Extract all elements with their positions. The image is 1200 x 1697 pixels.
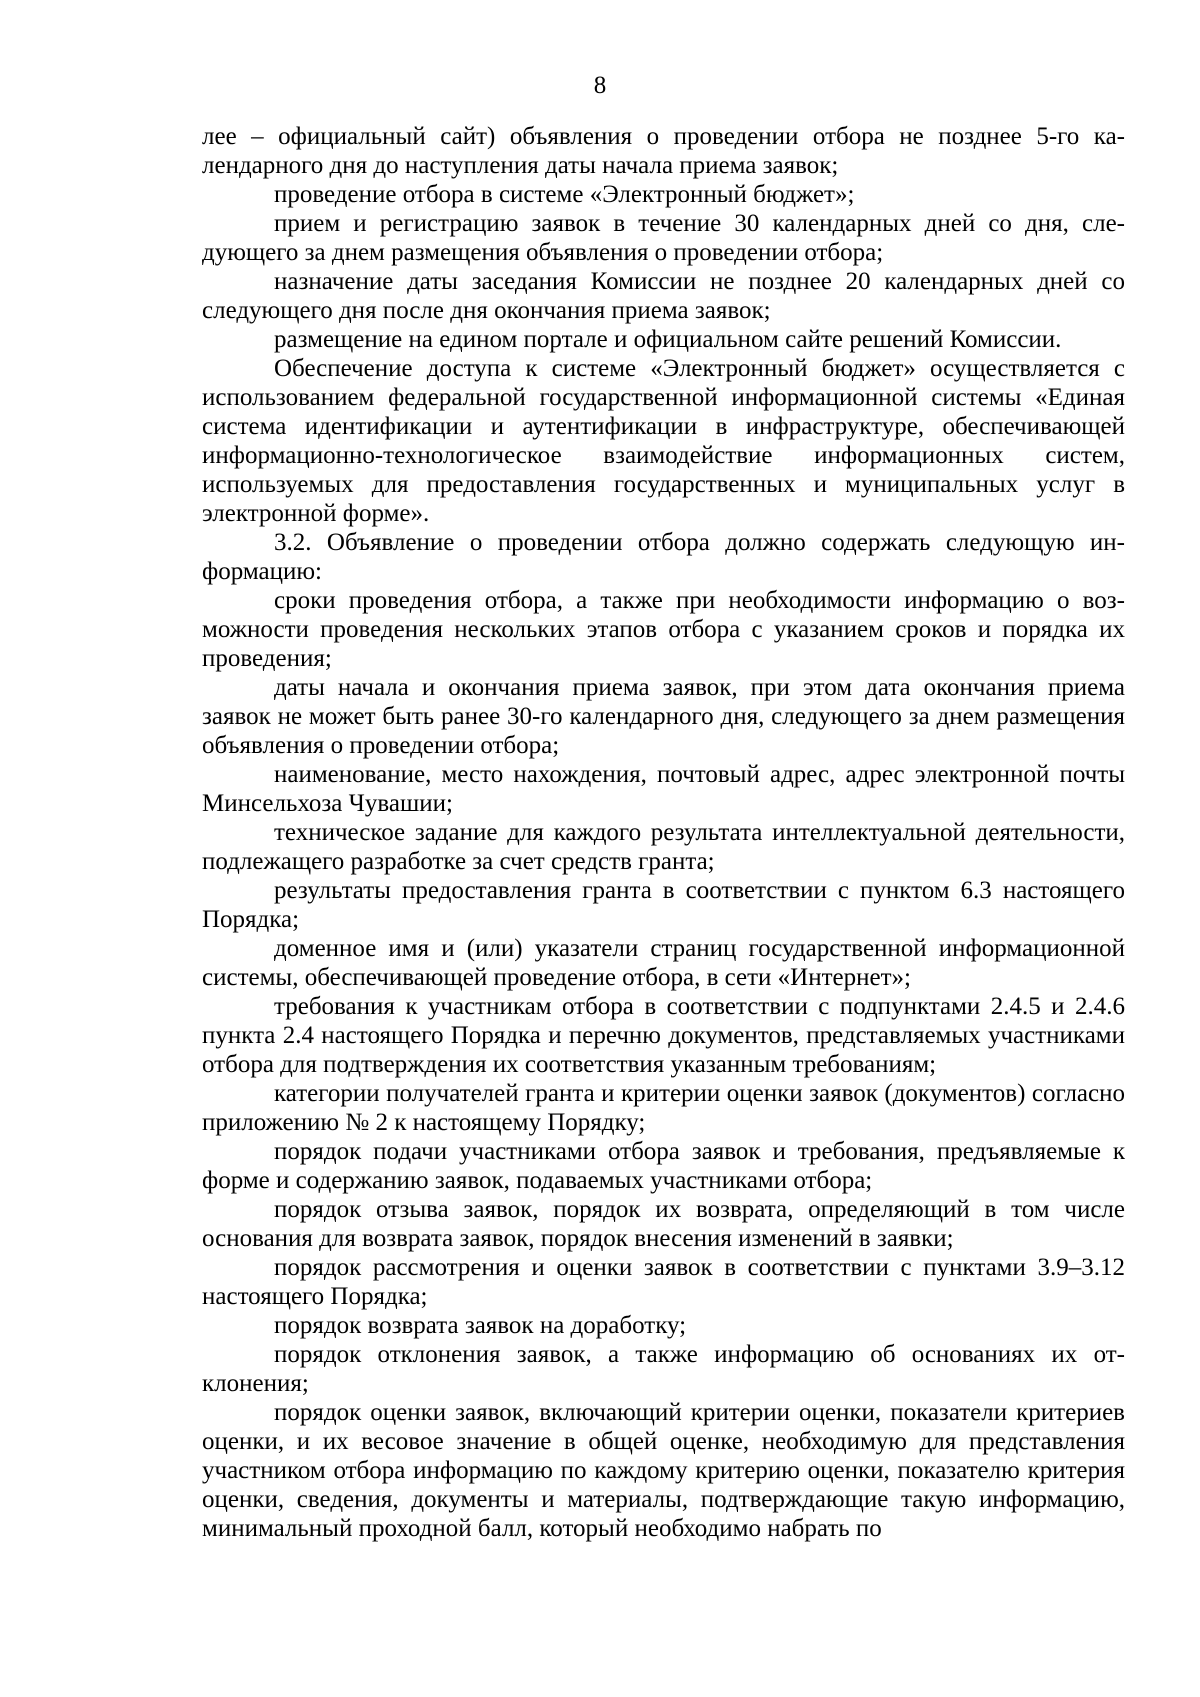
paragraph: 3.2. Объявление о проведении отбора должно содержать следующую информацию:	[202, 529, 1125, 585]
paragraph: размещение на едином портале и официальном сайте решений Комиссии.	[274, 326, 1062, 353]
paragraph: порядок возврата заявок на доработку;	[274, 1312, 687, 1339]
paragraph: порядок подачи участниками отбора заявок и требования, предъявляемые к форме и содержанию заявок, подаваемых участниками отбора;	[202, 1138, 1125, 1194]
paragraph: порядок отзыва заявок, порядок их возврата, определяющий в том числе основания для возврата заявок, порядок внесения изменений в заявки;	[202, 1196, 1125, 1252]
page-number: 8	[593, 72, 607, 99]
paragraph: проведение отбора в системе «Электронный бюджет»;	[274, 181, 855, 208]
paragraph: результаты предоставления гранта в соответствии с пунктом 6.3 настоящего Порядка;	[202, 877, 1125, 933]
paragraph: сроки проведения отбора, а также при необходимости информацию о возможности проведения нескольких этапов отбора с указанием сроков и порядка их проведения;	[202, 587, 1125, 672]
paragraph: даты начала и окончания приема заявок, при этом дата окончания приема заявок не может быть ранее 30-го календарного дня, следующего за днем размещения объявления о проведении отбора;	[202, 674, 1125, 759]
paragraph: порядок отклонения заявок, а также информацию об основаниях их отклонения;	[202, 1341, 1125, 1397]
paragraph: назначение даты заседания Комиссии не позднее 20 календарных дней со следующего дня после дня окончания приема заявок;	[202, 268, 1125, 324]
paragraph: порядок оценки заявок, включающий критерии оценки, показатели критериев оценки, и их весовое значение в общей оценке, необходимую для представления участником отбора информацию по каждому критерию оценки, показателю критерия оценки, сведения, документы и материалы, подтверждающие такую информацию, минимальный проходной балл, который необходимо набрать по	[202, 1399, 1125, 1542]
paragraph: наименование, место нахождения, почтовый адрес, адрес электронной почты Минсельхоза Чувашии;	[202, 761, 1125, 817]
document-body	[202, 122, 1125, 1543]
paragraph: категории получателей гранта и критерии оценки заявок (документов) согласно приложению № 2 к настоящему Порядку;	[202, 1080, 1125, 1136]
paragraph: Обеспечение доступа к системе «Электронный бюджет» осуществляется с использованием федеральной государственной информационной системы «Единая система идентификации и аутентификации в инфраструктуре, обеспечивающей информационно-технологическое взаимодействие информационных систем, используемых для предоставления государственных и муниципальных услуг в электронной форме».	[202, 355, 1125, 527]
paragraph: доменное имя и (или) указатели страниц государственной информационной системы, обеспечивающей проведение отбора, в сети «Интернет»;	[202, 935, 1125, 991]
paragraph: порядок рассмотрения и оценки заявок в соответствии с пунктами 3.9–3.12 настоящего Порядка;	[202, 1254, 1125, 1310]
paragraph: лее – официальный сайт) объявления о проведении отбора не позднее 5-го календарного дня до наступления даты начала приема заявок;	[202, 123, 1125, 179]
paragraph: прием и регистрацию заявок в течение 30 календарных дней со дня, следующего за днем размещения объявления о проведении отбора;	[202, 210, 1125, 266]
paragraph: техническое задание для каждого результата интеллектуальной деятельности, подлежащего разработке за счет средств гранта;	[202, 819, 1125, 875]
paragraph: требования к участникам отбора в соответствии с подпунктами 2.4.5 и 2.4.6 пункта 2.4 настоящего Порядка и перечню документов, представляемых участниками отбора для подтверждения их соответствия указанным требованиям;	[202, 993, 1125, 1078]
